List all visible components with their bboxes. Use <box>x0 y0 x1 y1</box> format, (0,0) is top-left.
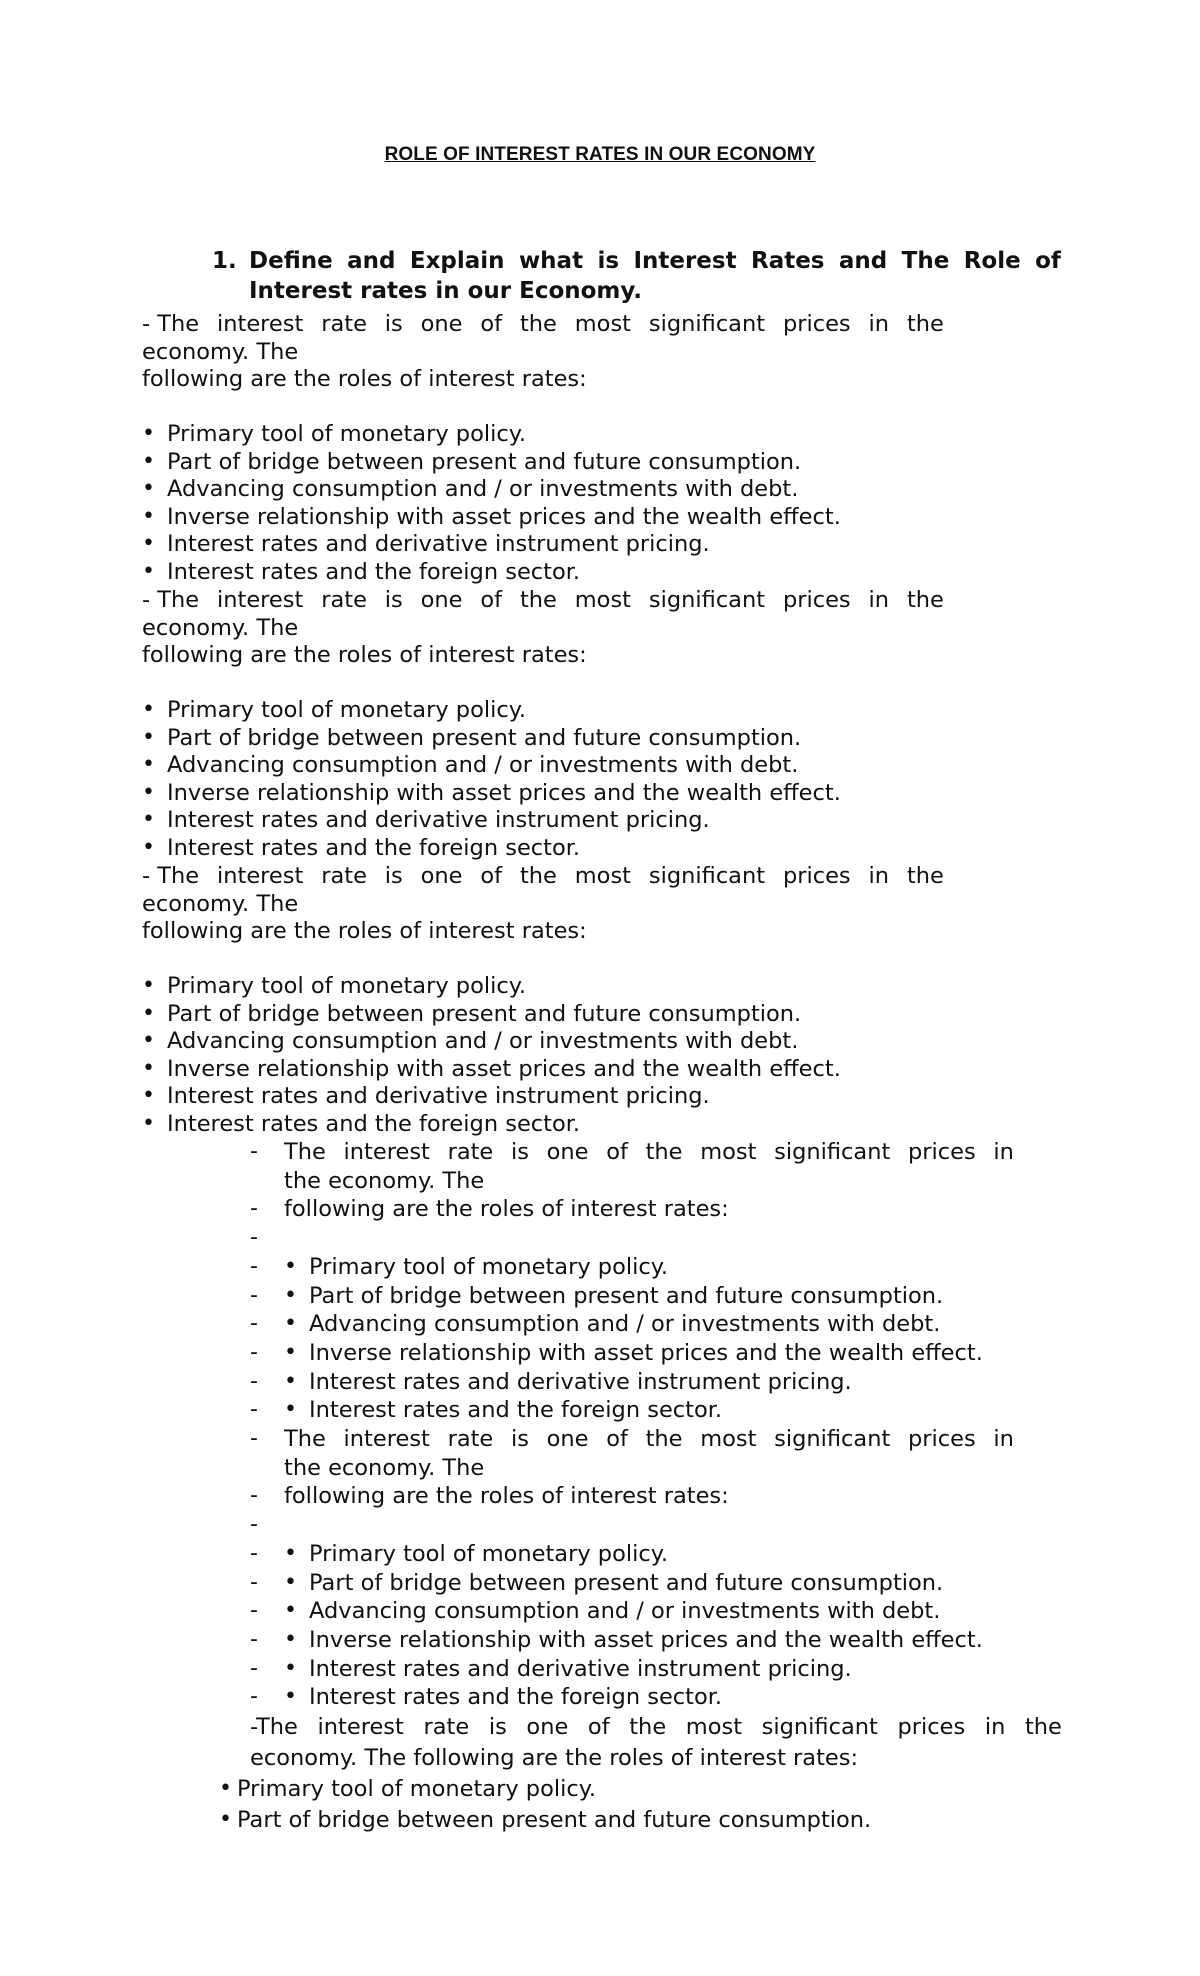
intro-line-2: economy. The <box>142 890 299 917</box>
word: of <box>480 587 503 613</box>
word: - The <box>142 863 200 889</box>
word: -The <box>250 1714 298 1740</box>
bullet-icon: • <box>142 421 155 446</box>
word: significant <box>648 311 766 337</box>
dash-marker: - <box>250 1512 258 1538</box>
word: of <box>606 1139 628 1165</box>
word: significant <box>774 1139 891 1165</box>
heading-line-2: Interest rates in our Economy. <box>249 278 643 304</box>
bullet-icon: • <box>284 1282 297 1308</box>
bullet-icon: • <box>142 531 155 556</box>
word: in <box>993 1426 1014 1452</box>
role-item: Primary tool of monetary policy. <box>167 697 526 723</box>
bullet-icon: • <box>142 752 155 777</box>
word: of <box>1035 248 1061 274</box>
word: the <box>1024 1714 1062 1740</box>
dash-marker: - <box>250 1569 258 1595</box>
dash-marker: - <box>250 1684 258 1710</box>
word: the <box>519 311 557 337</box>
word: Rates <box>750 248 825 274</box>
role-item: Part of bridge between present and future consumption. <box>237 1807 872 1833</box>
word: is <box>510 1426 529 1452</box>
bullet-icon: • <box>142 1028 155 1053</box>
word: most <box>685 1714 743 1740</box>
bullet-icon: • <box>284 1598 297 1624</box>
role-item: Inverse relationship with asset prices and the wealth effect. <box>167 503 841 530</box>
word: the <box>906 311 944 337</box>
word: most <box>574 863 631 889</box>
word: rate <box>447 1139 494 1165</box>
intro-line-3: following are the roles of interest rates: <box>142 642 587 668</box>
word: rate <box>321 587 367 613</box>
role-item: Primary tool of monetary policy. <box>167 973 526 999</box>
role-item: Interest rates and derivative instrument pricing. <box>167 1083 710 1109</box>
word: the <box>645 1426 683 1452</box>
role-item: Interest rates and the foreign sector. <box>167 558 581 585</box>
role-item: Interest rates and derivative instrument pricing. <box>167 807 710 833</box>
intro-line-2: economy. The <box>142 338 299 365</box>
dash-marker: - <box>250 1253 258 1279</box>
word: Define <box>249 248 333 274</box>
word: prices <box>782 311 851 337</box>
role-item: Inverse relationship with asset prices and the wealth effect. <box>309 1626 983 1653</box>
word: is <box>488 1714 507 1740</box>
role-item: Advancing consumption and / or investments with debt. <box>167 1028 799 1054</box>
role-item: Primary tool of monetary policy. <box>309 1253 668 1280</box>
role-item: Advancing consumption and / or investments with debt. <box>167 752 799 778</box>
word: The <box>901 248 950 274</box>
word: The <box>284 1139 326 1165</box>
dash-marker: - <box>250 1196 258 1222</box>
word: rate <box>447 1426 494 1452</box>
bullet-icon: • <box>142 1083 155 1108</box>
dash-intro-line-3: following are the roles of interest rates: <box>284 1483 729 1510</box>
role-item: Interest rates and the foreign sector. <box>167 1110 581 1137</box>
role-item: Advancing consumption and / or investments with debt. <box>167 476 799 502</box>
word: of <box>480 311 503 337</box>
word: interest <box>343 1139 430 1165</box>
word: significant <box>774 1426 891 1452</box>
bullet-icon: • <box>142 558 155 584</box>
word: prices <box>782 587 851 613</box>
bullet-icon: • <box>142 1055 155 1081</box>
dash-marker: - <box>250 1225 258 1251</box>
role-item: Primary tool of monetary policy. <box>167 421 526 447</box>
word: most <box>574 587 631 613</box>
word: is <box>510 1139 529 1165</box>
word: one <box>420 863 463 889</box>
bullet-icon: • <box>284 1626 297 1652</box>
word: the <box>519 587 557 613</box>
role-item: Advancing consumption and / or investments with debt. <box>309 1598 941 1625</box>
dash-marker: - <box>250 1139 258 1164</box>
bullet-icon: • <box>284 1684 297 1710</box>
dash-intro-line-3: following are the roles of interest rates: <box>284 1196 729 1223</box>
intro-line-1 <box>142 586 944 614</box>
dash-marker: - <box>250 1483 258 1509</box>
dash-marker: - <box>250 1598 258 1624</box>
bullet-icon: • <box>142 1000 155 1026</box>
intro-line-2: economy. The <box>142 614 299 641</box>
word: the <box>645 1139 683 1165</box>
word: one <box>420 311 463 337</box>
dash-intro-line-1 <box>284 1425 1014 1453</box>
word: one <box>546 1426 589 1452</box>
word: most <box>574 311 631 337</box>
word: in <box>984 1714 1006 1740</box>
word: prices <box>907 1426 976 1452</box>
word: - The <box>142 311 200 337</box>
word: of <box>606 1426 628 1452</box>
bullet-icon: • <box>284 1540 297 1566</box>
dash-intro-line-1 <box>284 1138 1014 1166</box>
word: one <box>526 1714 569 1740</box>
word: what <box>518 248 584 274</box>
word: significant <box>648 863 766 889</box>
bullet-icon: • <box>142 1110 155 1136</box>
bullet-icon: • <box>142 724 155 750</box>
word: interest <box>317 1714 404 1740</box>
dash-intro-line-2: the economy. The <box>284 1454 485 1481</box>
role-item: Part of bridge between present and future consumption. <box>167 724 802 751</box>
role-item: Primary tool of monetary policy. <box>237 1776 596 1802</box>
bullet-icon: • <box>142 807 155 832</box>
dash-marker: - <box>250 1655 258 1681</box>
word: Explain <box>409 248 505 274</box>
word: significant <box>761 1714 878 1740</box>
role-item: Part of bridge between present and future consumption. <box>309 1282 944 1309</box>
word: prices <box>782 863 851 889</box>
word: the <box>519 863 557 889</box>
word: is <box>384 311 403 337</box>
bullet-icon: • <box>284 1368 297 1394</box>
dash-marker: - <box>250 1311 258 1337</box>
word: prices <box>907 1139 976 1165</box>
role-item: Primary tool of monetary policy. <box>309 1540 668 1567</box>
word: the <box>629 1714 667 1740</box>
word: one <box>546 1139 589 1165</box>
word: interest <box>217 311 304 337</box>
word: rate <box>423 1714 470 1740</box>
bullet-icon: • <box>142 697 155 722</box>
dash-marker: - <box>250 1368 258 1394</box>
word: rate <box>321 863 367 889</box>
dash-marker: - <box>250 1540 258 1566</box>
word: interest <box>217 863 304 889</box>
word: one <box>420 587 463 613</box>
bullet-icon: • <box>219 1776 232 1801</box>
role-item: Advancing consumption and / or investments with debt. <box>309 1311 941 1338</box>
bullet-icon: • <box>142 834 155 860</box>
word: Interest <box>633 248 737 274</box>
role-item: Interest rates and the foreign sector. <box>167 834 581 861</box>
document-title: ROLE OF INTEREST RATES IN OUR ECONOMY <box>384 144 816 165</box>
word: - The <box>142 587 200 613</box>
final-intro-line-2: economy. The following are the roles of interest rates: <box>250 1745 859 1771</box>
word: of <box>480 863 503 889</box>
dash-marker: - <box>250 1282 258 1308</box>
role-item: Interest rates and the foreign sector. <box>309 1397 723 1424</box>
word: is <box>384 587 403 613</box>
role-item: Part of bridge between present and future consumption. <box>167 1000 802 1027</box>
intro-line-3: following are the roles of interest rates: <box>142 918 587 944</box>
word: in <box>868 587 890 613</box>
word: in <box>993 1139 1014 1165</box>
final-intro-line-1 <box>250 1713 1062 1741</box>
role-item: Inverse relationship with asset prices and the wealth effect. <box>167 1055 841 1082</box>
bullet-icon: • <box>284 1655 297 1681</box>
intro-line-1 <box>142 310 944 338</box>
word: rate <box>321 311 367 337</box>
dash-intro-line-2: the economy. The <box>284 1167 485 1194</box>
word: and <box>838 248 888 274</box>
word: most <box>700 1139 757 1165</box>
bullet-icon: • <box>284 1311 297 1337</box>
role-item: Inverse relationship with asset prices and the wealth effect. <box>167 779 841 806</box>
bullet-icon: • <box>284 1397 297 1423</box>
intro-line-3: following are the roles of interest rates: <box>142 366 587 392</box>
bullet-icon: • <box>142 476 155 501</box>
heading-line-1 <box>249 247 1061 275</box>
heading-number: 1. <box>212 248 237 274</box>
dash-marker: - <box>250 1626 258 1652</box>
word: Role <box>963 248 1021 274</box>
bullet-icon: • <box>284 1339 297 1365</box>
word: is <box>384 863 403 889</box>
dash-marker: - <box>250 1397 258 1423</box>
word: in <box>868 311 890 337</box>
word: is <box>597 248 620 274</box>
word: and <box>347 248 396 274</box>
role-item: Interest rates and the foreign sector. <box>309 1684 723 1711</box>
bullet-icon: • <box>284 1253 297 1279</box>
word: of <box>587 1714 610 1740</box>
word: significant <box>648 587 766 613</box>
role-item: Interest rates and derivative instrument pricing. <box>309 1655 852 1682</box>
bullet-icon: • <box>219 1807 232 1832</box>
word: The <box>284 1426 326 1452</box>
dash-marker: - <box>250 1426 258 1451</box>
word: most <box>700 1426 757 1452</box>
intro-line-1 <box>142 862 944 890</box>
dash-marker: - <box>250 1339 258 1365</box>
word: prices <box>897 1714 966 1740</box>
role-item: Part of bridge between present and future consumption. <box>167 448 802 475</box>
role-item: Part of bridge between present and future consumption. <box>309 1569 944 1596</box>
word: the <box>906 863 944 889</box>
bullet-icon: • <box>142 448 155 474</box>
word: in <box>868 863 890 889</box>
bullet-icon: • <box>142 503 155 529</box>
word: interest <box>343 1426 430 1452</box>
word: the <box>906 587 944 613</box>
role-item: Interest rates and derivative instrument pricing. <box>167 531 710 557</box>
bullet-icon: • <box>284 1569 297 1595</box>
word: interest <box>217 587 304 613</box>
role-item: Inverse relationship with asset prices and the wealth effect. <box>309 1339 983 1366</box>
bullet-icon: • <box>142 779 155 805</box>
role-item: Interest rates and derivative instrument pricing. <box>309 1368 852 1395</box>
bullet-icon: • <box>142 973 155 998</box>
